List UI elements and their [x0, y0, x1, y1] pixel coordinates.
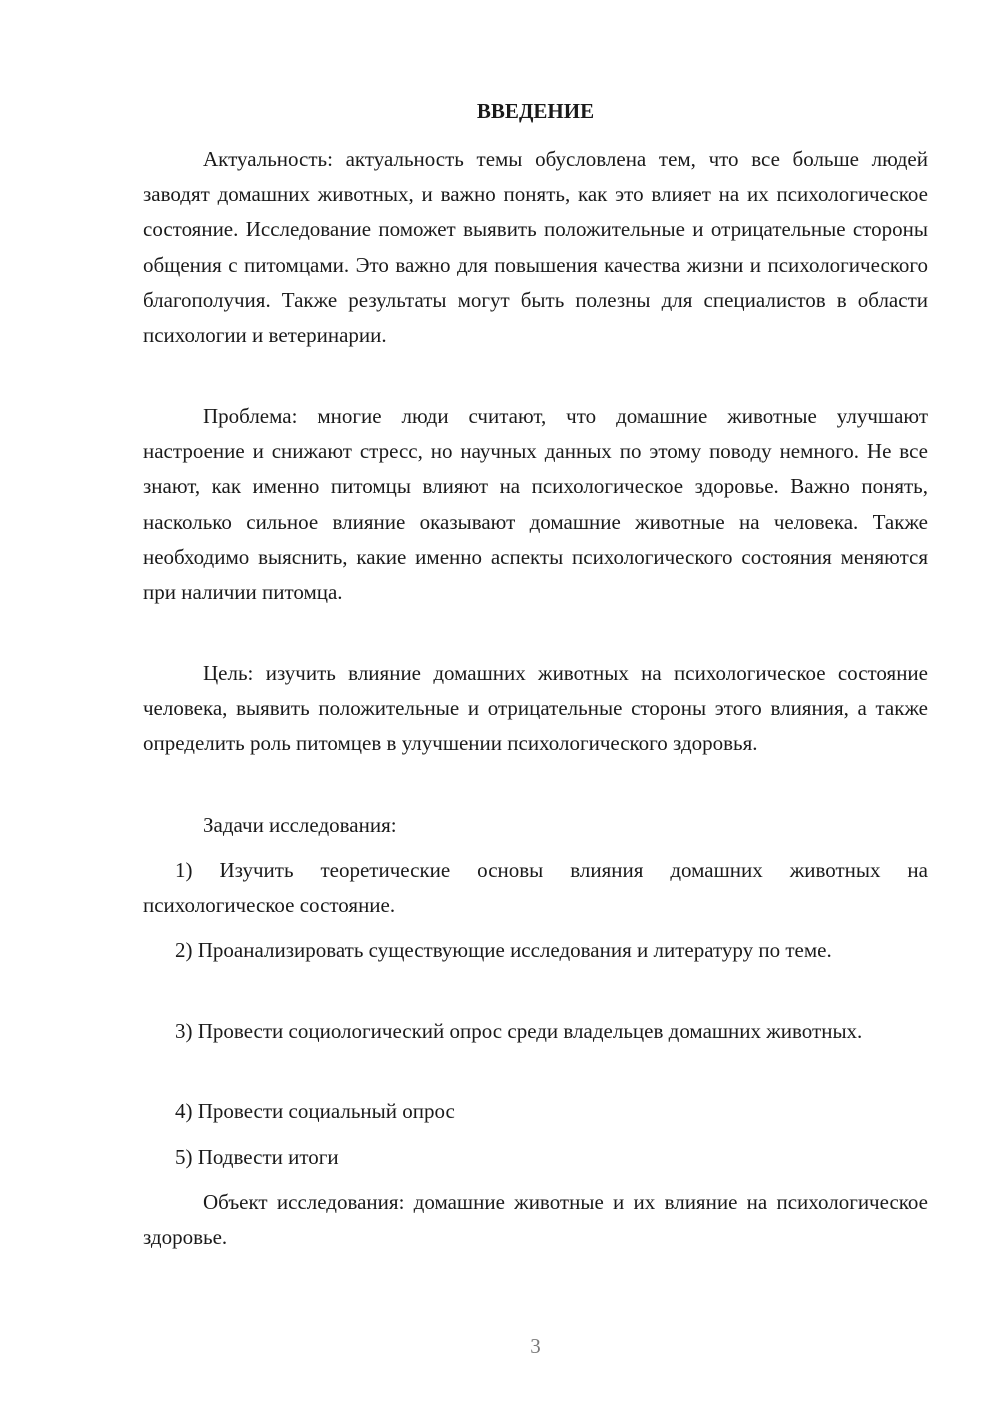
- page-number: 3: [530, 1334, 541, 1358]
- relevance-paragraph: Актуальность: актуальность темы обусловлена тем, что все больше людей заводят домашних животных, и важно понять, как это влияет на их психологическое состояние. Исследование поможет выявить положительные и отрицательные стороны общения с питомцами. Это важно для повышения качества жизни и психологического благополучия. Также результаты могут быть полезны для специалистов в области психологии и ветеринарии.: [143, 147, 928, 348]
- task-item: 2) Проанализировать существующие исследования и литературу по теме.: [175, 938, 832, 962]
- goal-paragraph: Цель: изучить влияние домашних животных на психологическое состояние человека, выявить положительные и отрицательные стороны этого влияния, а также определить роль питомцев в улучшении психологического здоровья.: [143, 661, 928, 756]
- task-item: 1) Изучить теоретические основы влияния домашних животных на психологическое состояние.: [143, 858, 928, 918]
- object-paragraph: Объект исследования: домашние животные и их влияние на психологическое здоровье.: [143, 1190, 928, 1250]
- task-item: 4) Провести социальный опрос: [175, 1099, 455, 1123]
- tasks-heading: Задачи исследования:: [203, 813, 397, 837]
- page-title: ВВЕДЕНИЕ: [476, 99, 595, 123]
- task-item: 3) Провести социологический опрос среди владельцев домашних животных.: [175, 1019, 863, 1043]
- problem-paragraph: Проблема: многие люди считают, что домашние животные улучшают настроение и снижают стресс, но научных данных по этому поводу немного. Не все знают, как именно питомцы влияют на психологическое здоровье. Важно понять, насколько сильное влияние оказывают домашние животные на человека. Также необходимо выяснить, какие именно аспекты психологического состояния меняются при наличии питомца.: [143, 404, 928, 605]
- task-item: 5) Подвести итоги: [175, 1145, 339, 1169]
- document-page: [143, 0, 928, 1414]
